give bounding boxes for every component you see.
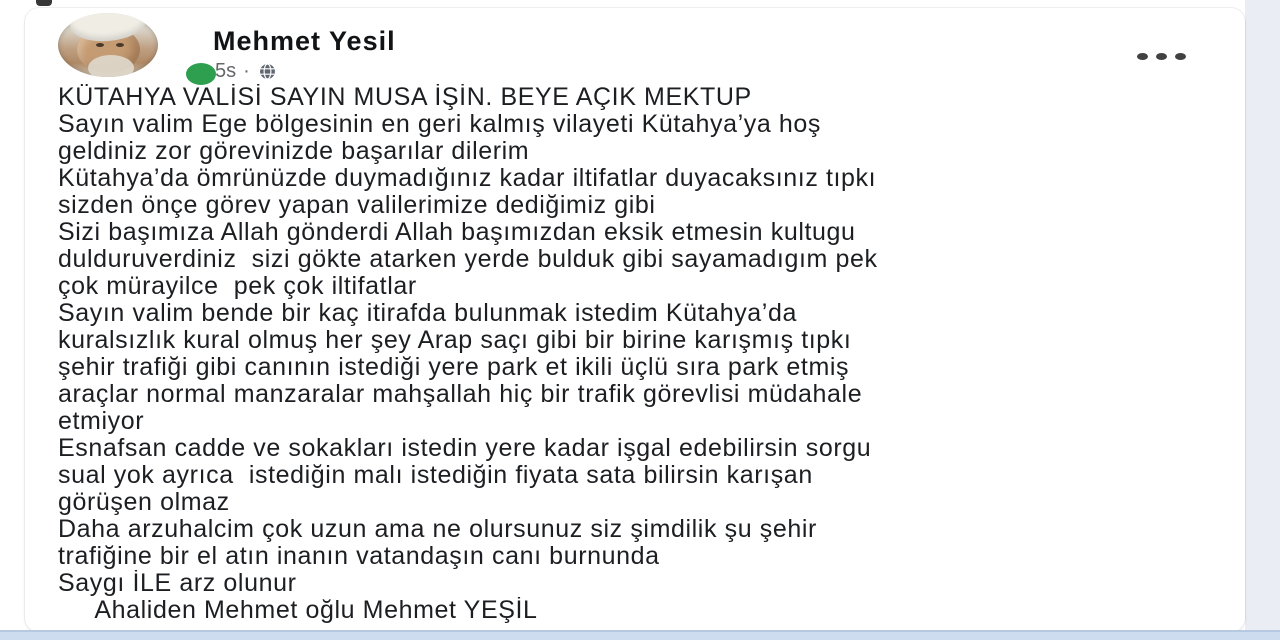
post-text-line: görüşen olmaz: [58, 489, 230, 516]
avatar-eye: [116, 43, 124, 47]
post-meta[interactable]: [215, 60, 278, 83]
post-text-line: çok mürayilce pek çok iltifatlar: [58, 273, 417, 300]
post-text-line: Saygı İLE arz olunur: [58, 570, 297, 597]
facebook-post-card: [25, 8, 1245, 632]
post-text-line: Esnafsan cadde ve sokakları istedin yere kadar işgal edebilirsin sorgu: [58, 435, 872, 462]
page-side-background: [1245, 0, 1280, 632]
avatar-eye: [96, 43, 104, 47]
post-text-line: dulduruverdiniz sizi gökte atarken yerde bulduk gibi sayamadıgım pek: [58, 246, 878, 273]
post-text-line: Sizi başımıza Allah gönderdi Allah başımızdan eksik etmesin kultugu: [58, 219, 856, 246]
globe-icon: [257, 63, 278, 80]
post-text-line: şehir trafiği gibi canının istediği yere park et ikili üçlü sıra park etmiş: [58, 354, 850, 381]
post-text-line: Sayın valim Ege bölgesinin en geri kalmış vilayeti Kütahya’ya hoş: [58, 111, 821, 138]
corner-artifact: [36, 0, 52, 6]
post-text-line: Sayın valim bende bir kaç itirafda bulunmak istedim Kütahya’da: [58, 300, 797, 327]
post-text-line: etmiyor: [58, 408, 145, 435]
author-name[interactable]: Mehmet Yesil: [213, 26, 396, 56]
post-menu-button[interactable]: [1129, 38, 1193, 74]
ellipsis-icon: [1156, 53, 1167, 60]
post-text-line: sizden önçe görev yapan valilerimize dediğimiz gibi: [58, 192, 656, 219]
post-text-line: trafiğine bir el atın inanın vatandaşın canı burnunda: [58, 543, 660, 570]
post-text-line: Kütahya’da ömrünüzde duymadığınız kadar iltifatlar duyacaksınız tıpkı: [58, 165, 877, 192]
post-text-line: geldiniz zor görevinizde başarılar dilerim: [58, 138, 530, 165]
post-text-line: sual yok ayrıca istediğin malı istediğin fiyata sata bilirsin karışan: [58, 462, 813, 489]
avatar[interactable]: [58, 13, 158, 77]
post-title-line: KÜTAHYA VALİSİ SAYIN MUSA İŞİN. BEYE AÇIK MEKTUP: [58, 84, 752, 111]
post-timestamp[interactable]: 5s: [215, 60, 237, 82]
post-text: [58, 84, 1215, 624]
ellipsis-icon: [1175, 53, 1186, 60]
post-text-line: Daha arzuhalcim çok uzun ama ne olursunuz siz şimdilik şu şehir: [58, 516, 817, 543]
avatar-beard: [88, 55, 134, 77]
bottom-strip: [0, 630, 1280, 640]
ellipsis-icon: [1137, 53, 1148, 60]
post-signature-line: Ahaliden Mehmet oğlu Mehmet YEŞİL: [58, 597, 538, 624]
post-text-line: araçlar normal manzaralar mahşallah hiç bir trafik görevlisi müdahale: [58, 381, 863, 408]
post-text-line: kuralsızlık kural olmuş her şey Arap saçı gibi bir birine karışmış tıpkı: [58, 327, 852, 354]
meta-separator: ·: [243, 60, 250, 82]
